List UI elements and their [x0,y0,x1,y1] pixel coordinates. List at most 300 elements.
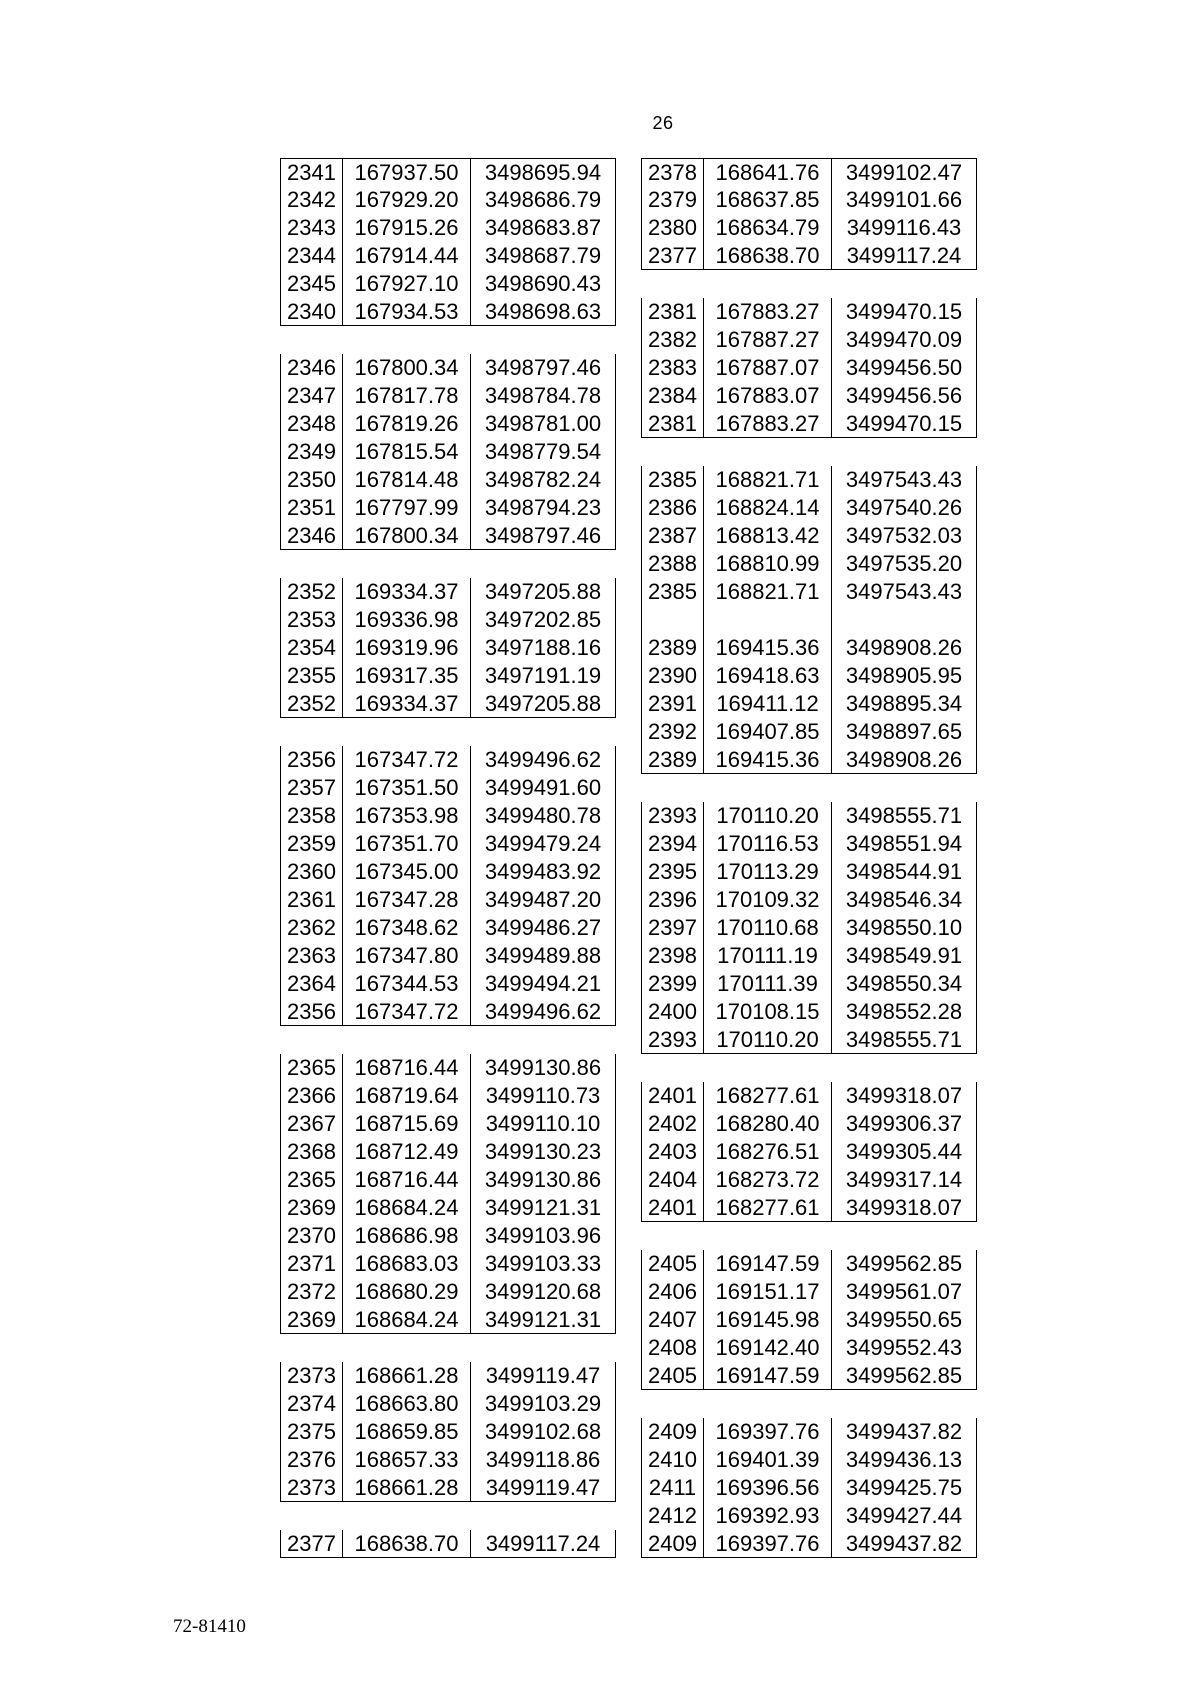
point-id-cell: 2370 [280,1222,342,1250]
y-coordinate-cell: 3498683.87 [470,214,616,242]
point-id-cell: 2405 [641,1362,703,1390]
point-id-cell: 2393 [641,802,703,830]
table-row [641,1502,977,1530]
point-id-cell: 2389 [641,746,703,774]
x-coordinate-cell: 167351.70 [342,830,470,858]
x-coordinate-cell: 169147.59 [703,1362,831,1390]
spacer-row [641,774,977,802]
x-coordinate-cell: 170113.29 [703,858,831,886]
table-row [280,298,616,326]
table-row [280,774,616,802]
table-row [641,1082,977,1110]
x-coordinate-cell: 170111.39 [703,970,831,998]
y-coordinate-cell: 3499552.43 [831,1334,977,1362]
x-coordinate-cell: 169396.56 [703,1474,831,1502]
table-row [641,1138,977,1166]
x-coordinate-cell: 167934.53 [342,298,470,326]
point-id-cell: 2378 [641,158,703,186]
y-coordinate-cell: 3498908.26 [831,746,977,774]
point-id-cell: 2380 [641,214,703,242]
point-id-cell: 2411 [641,1474,703,1502]
y-coordinate-cell: 3498784.78 [470,382,616,410]
point-id-cell: 2368 [280,1138,342,1166]
x-coordinate-cell: 168810.99 [703,550,831,578]
table-row [641,1446,977,1474]
y-coordinate-cell: 3499494.21 [470,970,616,998]
point-id-cell: 2384 [641,382,703,410]
point-id-cell: 2403 [641,1138,703,1166]
x-coordinate-cell: 167883.27 [703,298,831,326]
table-row [280,914,616,942]
x-coordinate-cell: 168276.51 [703,1138,831,1166]
point-id-cell: 2346 [280,522,342,550]
y-coordinate-cell: 3497205.88 [470,690,616,718]
x-coordinate-cell: 168277.61 [703,1082,831,1110]
x-coordinate-cell: 170110.20 [703,802,831,830]
point-id-cell: 2373 [280,1362,342,1390]
point-id-cell: 2410 [641,1446,703,1474]
table-row [280,1362,616,1390]
point-id-cell: 2360 [280,858,342,886]
x-coordinate-cell: 168659.85 [342,1418,470,1446]
y-coordinate-cell: 3498687.79 [470,242,616,270]
y-coordinate-cell: 3497543.43 [831,466,977,494]
table-row [641,1250,977,1278]
point-id-cell: 2383 [641,354,703,382]
y-coordinate-cell: 3499317.14 [831,1166,977,1194]
point-id-cell: 2347 [280,382,342,410]
x-coordinate-cell: 168638.70 [703,242,831,270]
point-id-cell: 2375 [280,1418,342,1446]
table-row [641,718,977,746]
table-row [280,494,616,522]
table-row [641,242,977,270]
point-id-cell: 2377 [641,242,703,270]
table-row [280,662,616,690]
x-coordinate-cell: 168680.29 [342,1278,470,1306]
y-coordinate-cell: 3499101.66 [831,186,977,214]
x-coordinate-cell: 169336.98 [342,606,470,634]
x-coordinate-cell: 168824.14 [703,494,831,522]
point-id-cell: 2376 [280,1446,342,1474]
y-coordinate-cell: 3499305.44 [831,1138,977,1166]
x-coordinate-cell: 170110.20 [703,1026,831,1054]
x-coordinate-cell: 168686.98 [342,1222,470,1250]
table-row [641,578,977,606]
x-coordinate-cell: 167929.20 [342,186,470,214]
point-id-cell: 2342 [280,186,342,214]
y-coordinate-cell: 3498905.95 [831,662,977,690]
y-coordinate-cell: 3499437.82 [831,1418,977,1446]
table-row [641,606,977,634]
x-coordinate-cell: 168661.28 [342,1362,470,1390]
table-row [641,1026,977,1054]
table-row [280,830,616,858]
table-row [641,942,977,970]
y-coordinate-cell: 3499130.86 [470,1054,616,1082]
y-coordinate-cell: 3499456.50 [831,354,977,382]
table-row [280,970,616,998]
x-coordinate-cell: 168641.76 [703,158,831,186]
table-row [280,690,616,718]
x-coordinate-cell: 168638.70 [342,1530,470,1558]
y-coordinate-cell: 3499116.43 [831,214,977,242]
table-row [641,634,977,662]
table-row [280,382,616,410]
table-row [641,858,977,886]
table-row [641,1334,977,1362]
point-id-cell: 2366 [280,1082,342,1110]
y-coordinate-cell: 3497205.88 [470,578,616,606]
point-id-cell: 2365 [280,1166,342,1194]
y-coordinate-cell: 3498794.23 [470,494,616,522]
point-id-cell: 2399 [641,970,703,998]
table-row [641,886,977,914]
table-row [641,522,977,550]
y-coordinate-cell: 3499562.85 [831,1362,977,1390]
x-coordinate-cell: 170116.53 [703,830,831,858]
table-row [641,1110,977,1138]
x-coordinate-cell: 168716.44 [342,1054,470,1082]
table-row [280,354,616,382]
y-coordinate-cell: 3499483.92 [470,858,616,886]
table-row [280,1166,616,1194]
y-coordinate-cell [831,606,977,634]
point-id-cell: 2388 [641,550,703,578]
table-row [280,1110,616,1138]
y-coordinate-cell: 3499110.73 [470,1082,616,1110]
x-coordinate-cell: 168280.40 [703,1110,831,1138]
y-coordinate-cell: 3498552.28 [831,998,977,1026]
point-id-cell: 2391 [641,690,703,718]
y-coordinate-cell: 3499130.86 [470,1166,616,1194]
y-coordinate-cell: 3499486.27 [470,914,616,942]
spacer-row [280,1026,616,1054]
y-coordinate-cell: 3497188.16 [470,634,616,662]
y-coordinate-cell: 3499119.47 [470,1474,616,1502]
x-coordinate-cell: 167883.07 [703,382,831,410]
document-code: 72-81410 [173,1616,246,1637]
point-id-cell: 2385 [641,466,703,494]
y-coordinate-cell: 3497532.03 [831,522,977,550]
y-coordinate-cell: 3499561.07 [831,1278,977,1306]
x-coordinate-cell: 167348.62 [342,914,470,942]
point-id-cell: 2355 [280,662,342,690]
table-row [641,998,977,1026]
x-coordinate-cell: 168634.79 [703,214,831,242]
table-row [280,942,616,970]
x-coordinate-cell: 167883.27 [703,410,831,438]
table-row [641,690,977,718]
point-id-cell: 2343 [280,214,342,242]
table-row [280,634,616,662]
y-coordinate-cell: 3498544.91 [831,858,977,886]
point-id-cell: 2356 [280,998,342,1026]
x-coordinate-cell: 168719.64 [342,1082,470,1110]
coordinates-table-left [280,158,616,1558]
y-coordinate-cell: 3498897.65 [831,718,977,746]
x-coordinate-cell: 169334.37 [342,578,470,606]
x-coordinate-cell: 169317.35 [342,662,470,690]
x-coordinate-cell: 167800.34 [342,354,470,382]
table-row [280,214,616,242]
y-coordinate-cell: 3499425.75 [831,1474,977,1502]
y-coordinate-cell: 3499562.85 [831,1250,977,1278]
x-coordinate-cell: 167797.99 [342,494,470,522]
point-id-cell: 2401 [641,1194,703,1222]
x-coordinate-cell: 169418.63 [703,662,831,690]
y-coordinate-cell: 3499437.82 [831,1530,977,1558]
table-row [641,354,977,382]
x-coordinate-cell: 167819.26 [342,410,470,438]
table-row [641,1278,977,1306]
y-coordinate-cell: 3499117.24 [831,242,977,270]
y-coordinate-cell: 3499121.31 [470,1306,616,1334]
y-coordinate-cell: 3499487.20 [470,886,616,914]
x-coordinate-cell: 167351.50 [342,774,470,802]
y-coordinate-cell: 3499119.47 [470,1362,616,1390]
spacer-row [280,1334,616,1362]
x-coordinate-cell: 169319.96 [342,634,470,662]
y-coordinate-cell: 3499480.78 [470,802,616,830]
point-id-cell: 2351 [280,494,342,522]
table-row [280,802,616,830]
point-id-cell: 2402 [641,1110,703,1138]
y-coordinate-cell: 3499118.86 [470,1446,616,1474]
y-coordinate-cell: 3499318.07 [831,1082,977,1110]
x-coordinate-cell: 169397.76 [703,1418,831,1446]
table-row [280,858,616,886]
y-coordinate-cell: 3499470.09 [831,326,977,354]
table-row [641,802,977,830]
y-coordinate-cell: 3499103.96 [470,1222,616,1250]
y-coordinate-cell: 3498555.71 [831,802,977,830]
x-coordinate-cell: 167347.72 [342,998,470,1026]
y-coordinate-cell: 3498781.00 [470,410,616,438]
table-row [641,158,977,186]
table-row [280,1250,616,1278]
point-id-cell: 2346 [280,354,342,382]
point-id-cell: 2392 [641,718,703,746]
y-coordinate-cell: 3499318.07 [831,1194,977,1222]
table-row [641,1418,977,1446]
y-coordinate-cell: 3499470.15 [831,298,977,326]
point-id-cell: 2345 [280,270,342,298]
table-row [280,1306,616,1334]
point-id-cell: 2385 [641,578,703,606]
point-id-cell: 2365 [280,1054,342,1082]
y-coordinate-cell: 3499491.60 [470,774,616,802]
y-coordinate-cell: 3498686.79 [470,186,616,214]
x-coordinate-cell: 167347.28 [342,886,470,914]
y-coordinate-cell: 3499103.29 [470,1390,616,1418]
y-coordinate-cell: 3499130.23 [470,1138,616,1166]
point-id-cell: 2401 [641,1082,703,1110]
y-coordinate-cell: 3499117.24 [470,1530,616,1558]
table-row [280,410,616,438]
y-coordinate-cell: 3499120.68 [470,1278,616,1306]
table-row [280,270,616,298]
spacer-row [280,550,616,578]
y-coordinate-cell: 3497543.43 [831,578,977,606]
x-coordinate-cell: 168661.28 [342,1474,470,1502]
x-coordinate-cell: 167937.50 [342,158,470,186]
x-coordinate-cell: 169151.17 [703,1278,831,1306]
x-coordinate-cell: 169401.39 [703,1446,831,1474]
table-row [280,242,616,270]
x-coordinate-cell: 168715.69 [342,1110,470,1138]
y-coordinate-cell: 3498908.26 [831,634,977,662]
table-row [641,914,977,942]
table-row [641,494,977,522]
y-coordinate-cell: 3498551.94 [831,830,977,858]
x-coordinate-cell: 169392.93 [703,1502,831,1530]
y-coordinate-cell: 3498546.34 [831,886,977,914]
y-coordinate-cell: 3498695.94 [470,158,616,186]
y-coordinate-cell: 3499103.33 [470,1250,616,1278]
point-id-cell: 2344 [280,242,342,270]
point-id-cell: 2405 [641,1250,703,1278]
table-row [641,326,977,354]
point-id-cell: 2395 [641,858,703,886]
point-id-cell: 2353 [280,606,342,634]
x-coordinate-cell: 168637.85 [703,186,831,214]
x-coordinate-cell: 168273.72 [703,1166,831,1194]
point-id-cell: 2409 [641,1418,703,1446]
y-coordinate-cell: 3499102.68 [470,1418,616,1446]
x-coordinate-cell: 168716.44 [342,1166,470,1194]
table-row [280,1530,616,1558]
spacer-row [280,718,616,746]
point-id-cell: 2386 [641,494,703,522]
page-number: 26 [652,113,674,133]
point-id-cell: 2350 [280,466,342,494]
y-coordinate-cell: 3498782.24 [470,466,616,494]
x-coordinate-cell: 168663.80 [342,1390,470,1418]
table-row [641,1194,977,1222]
y-coordinate-cell: 3498895.34 [831,690,977,718]
x-coordinate-cell: 169411.12 [703,690,831,718]
table-row [280,1194,616,1222]
table-row [280,746,616,774]
x-coordinate-cell: 170111.19 [703,942,831,970]
point-id-cell: 2358 [280,802,342,830]
table-row [280,522,616,550]
x-coordinate-cell: 167887.07 [703,354,831,382]
table-row [641,214,977,242]
point-id-cell: 2341 [280,158,342,186]
point-id-cell: 2352 [280,578,342,606]
x-coordinate-cell: 167347.72 [342,746,470,774]
x-coordinate-cell: 167347.80 [342,942,470,970]
point-id-cell: 2398 [641,942,703,970]
coordinates-table-right [641,158,977,1558]
point-id-cell: 2367 [280,1110,342,1138]
table-row [280,1446,616,1474]
table-row [641,298,977,326]
y-coordinate-cell: 3498555.71 [831,1026,977,1054]
table-row [280,1054,616,1082]
point-id-cell: 2374 [280,1390,342,1418]
table-row [280,1474,616,1502]
x-coordinate-cell: 167927.10 [342,270,470,298]
point-id-cell: 2354 [280,634,342,662]
table-row [280,1278,616,1306]
y-coordinate-cell: 3499456.56 [831,382,977,410]
point-id-cell: 2364 [280,970,342,998]
x-coordinate-cell: 169407.85 [703,718,831,746]
table-row [280,1418,616,1446]
table-row [280,606,616,634]
x-coordinate-cell: 167353.98 [342,802,470,830]
table-row [280,158,616,186]
x-coordinate-cell: 168684.24 [342,1194,470,1222]
point-id-cell: 2407 [641,1306,703,1334]
point-id-cell: 2372 [280,1278,342,1306]
point-id-cell: 2371 [280,1250,342,1278]
point-id-cell: 2397 [641,914,703,942]
point-id-cell: 2373 [280,1474,342,1502]
point-id-cell: 2357 [280,774,342,802]
table-row [641,382,977,410]
x-coordinate-cell: 169397.76 [703,1530,831,1558]
y-coordinate-cell: 3499110.10 [470,1110,616,1138]
x-coordinate-cell: 169142.40 [703,1334,831,1362]
table-row [641,1362,977,1390]
y-coordinate-cell: 3498549.91 [831,942,977,970]
point-id-cell: 2393 [641,1026,703,1054]
table-row [280,886,616,914]
spacer-row [641,270,977,298]
x-coordinate-cell: 167817.78 [342,382,470,410]
x-coordinate-cell: 167344.53 [342,970,470,998]
point-id-cell: 2409 [641,1530,703,1558]
y-coordinate-cell: 3499550.65 [831,1306,977,1334]
point-id-cell: 2381 [641,410,703,438]
y-coordinate-cell: 3498797.46 [470,354,616,382]
point-id-cell: 2412 [641,1502,703,1530]
table-row [280,578,616,606]
point-id-cell: 2361 [280,886,342,914]
x-coordinate-cell: 169334.37 [342,690,470,718]
x-coordinate-cell: 169145.98 [703,1306,831,1334]
table-row [641,410,977,438]
table-row [280,1082,616,1110]
table-row [641,1166,977,1194]
y-coordinate-cell: 3498690.43 [470,270,616,298]
x-coordinate-cell: 167914.44 [342,242,470,270]
table-row [280,998,616,1026]
point-id-cell: 2408 [641,1334,703,1362]
y-coordinate-cell: 3498779.54 [470,438,616,466]
x-coordinate-cell: 169415.36 [703,746,831,774]
point-id-cell [641,606,703,634]
spacer-row [641,1054,977,1082]
point-id-cell: 2348 [280,410,342,438]
y-coordinate-cell: 3499102.47 [831,158,977,186]
table-row [641,1306,977,1334]
x-coordinate-cell: 168277.61 [703,1194,831,1222]
point-id-cell: 2363 [280,942,342,970]
point-id-cell: 2400 [641,998,703,1026]
x-coordinate-cell: 169147.59 [703,1250,831,1278]
table-row [280,1390,616,1418]
y-coordinate-cell: 3499479.24 [470,830,616,858]
table-row [280,438,616,466]
y-coordinate-cell: 3497540.26 [831,494,977,522]
table-row [641,1530,977,1558]
point-id-cell: 2349 [280,438,342,466]
